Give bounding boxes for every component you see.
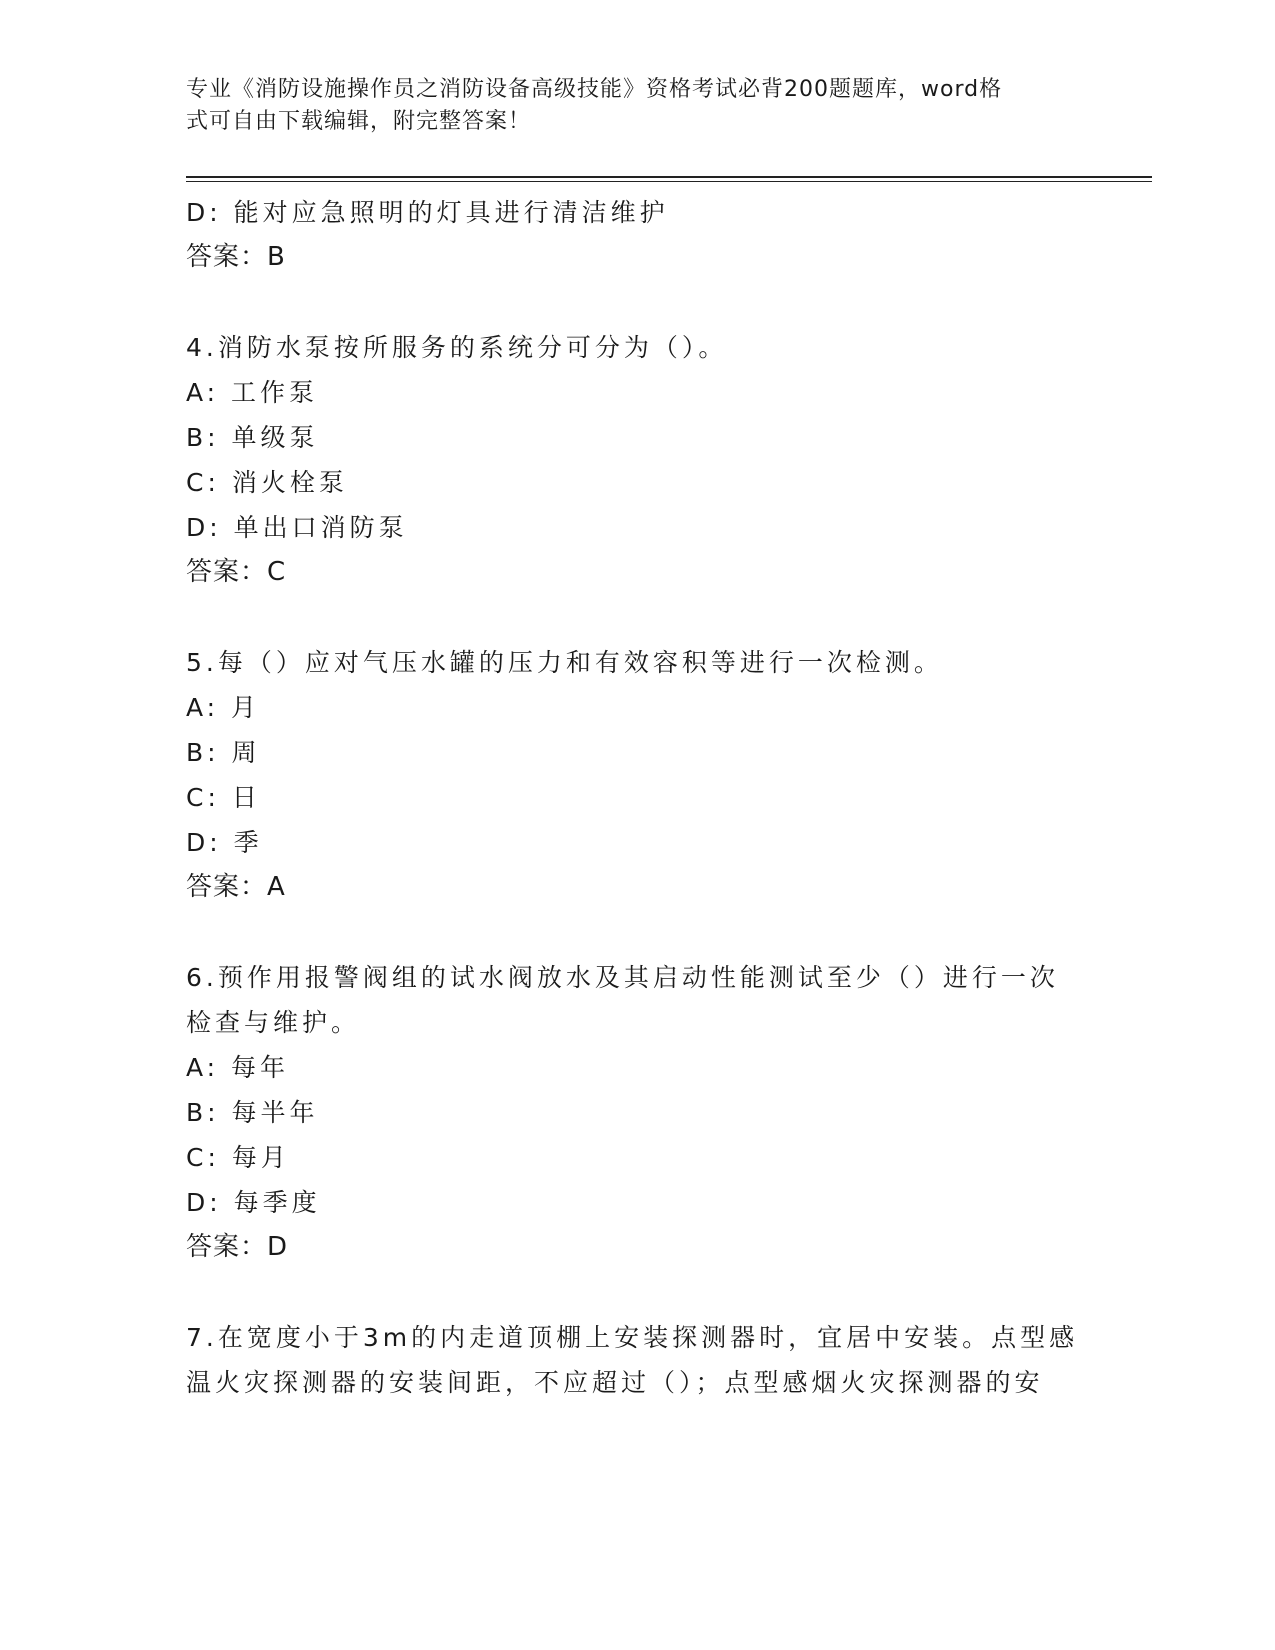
option-d: D: 单出口消防泵 xyxy=(186,513,408,542)
question-4 xyxy=(186,325,1086,595)
option-c: C: 日 xyxy=(186,783,261,812)
question-5 xyxy=(186,640,1086,910)
header-line-2: 式可自由下载编辑，附完整答案！ xyxy=(186,109,532,134)
spacer xyxy=(186,910,1086,955)
document-header xyxy=(186,74,1066,138)
question-6 xyxy=(186,955,1086,1270)
header-line-1: 专业《消防设施操作员之消防设备高级技能》资格考试必背200题题库，word格 xyxy=(186,77,1003,102)
document-body xyxy=(186,190,1086,1405)
option-d: D: 季 xyxy=(186,828,263,857)
question-stem-line-2: 温火灾探测器的安装间距，不应超过（）；点型感烟火灾探测器的安 xyxy=(186,1368,1044,1397)
option-a: A: 月 xyxy=(186,693,261,722)
answer-line: 答案：C xyxy=(186,557,287,587)
question-stem-line-1: 7.在宽度小于3m的内走道顶棚上安装探测器时，宜居中安装。点型感 xyxy=(186,1323,1079,1352)
option-b: B: 每半年 xyxy=(186,1098,319,1127)
question-stem-line-2: 检查与维护。 xyxy=(186,1008,361,1037)
answer-line: 答案：D xyxy=(186,1232,289,1262)
question-7 xyxy=(186,1315,1086,1405)
option-d: D: 能对应急照明的灯具进行清洁维护 xyxy=(186,198,669,227)
answer-line: 答案：B xyxy=(186,242,286,272)
option-a: A: 工作泵 xyxy=(186,378,319,407)
option-c: C: 每月 xyxy=(186,1143,290,1172)
option-c: C: 消火栓泵 xyxy=(186,468,348,497)
spacer xyxy=(186,1270,1086,1315)
option-b: B: 周 xyxy=(186,738,261,767)
spacer xyxy=(186,280,1086,325)
header-divider-thin xyxy=(186,181,1152,182)
question-stem: 4.消防水泵按所服务的系统分可分为（）。 xyxy=(186,333,728,362)
option-a: A: 每年 xyxy=(186,1053,290,1082)
answer-line: 答案：A xyxy=(186,872,286,902)
spacer xyxy=(186,595,1086,640)
option-b: B: 单级泵 xyxy=(186,423,319,452)
question-stem-line-1: 6.预作用报警阀组的试水阀放水及其启动性能测试至少（）进行一次 xyxy=(186,963,1059,992)
option-d: D: 每季度 xyxy=(186,1188,321,1217)
header-divider-thick xyxy=(186,176,1152,178)
question-stem: 5.每（）应对气压水罐的压力和有效容积等进行一次检测。 xyxy=(186,648,943,677)
